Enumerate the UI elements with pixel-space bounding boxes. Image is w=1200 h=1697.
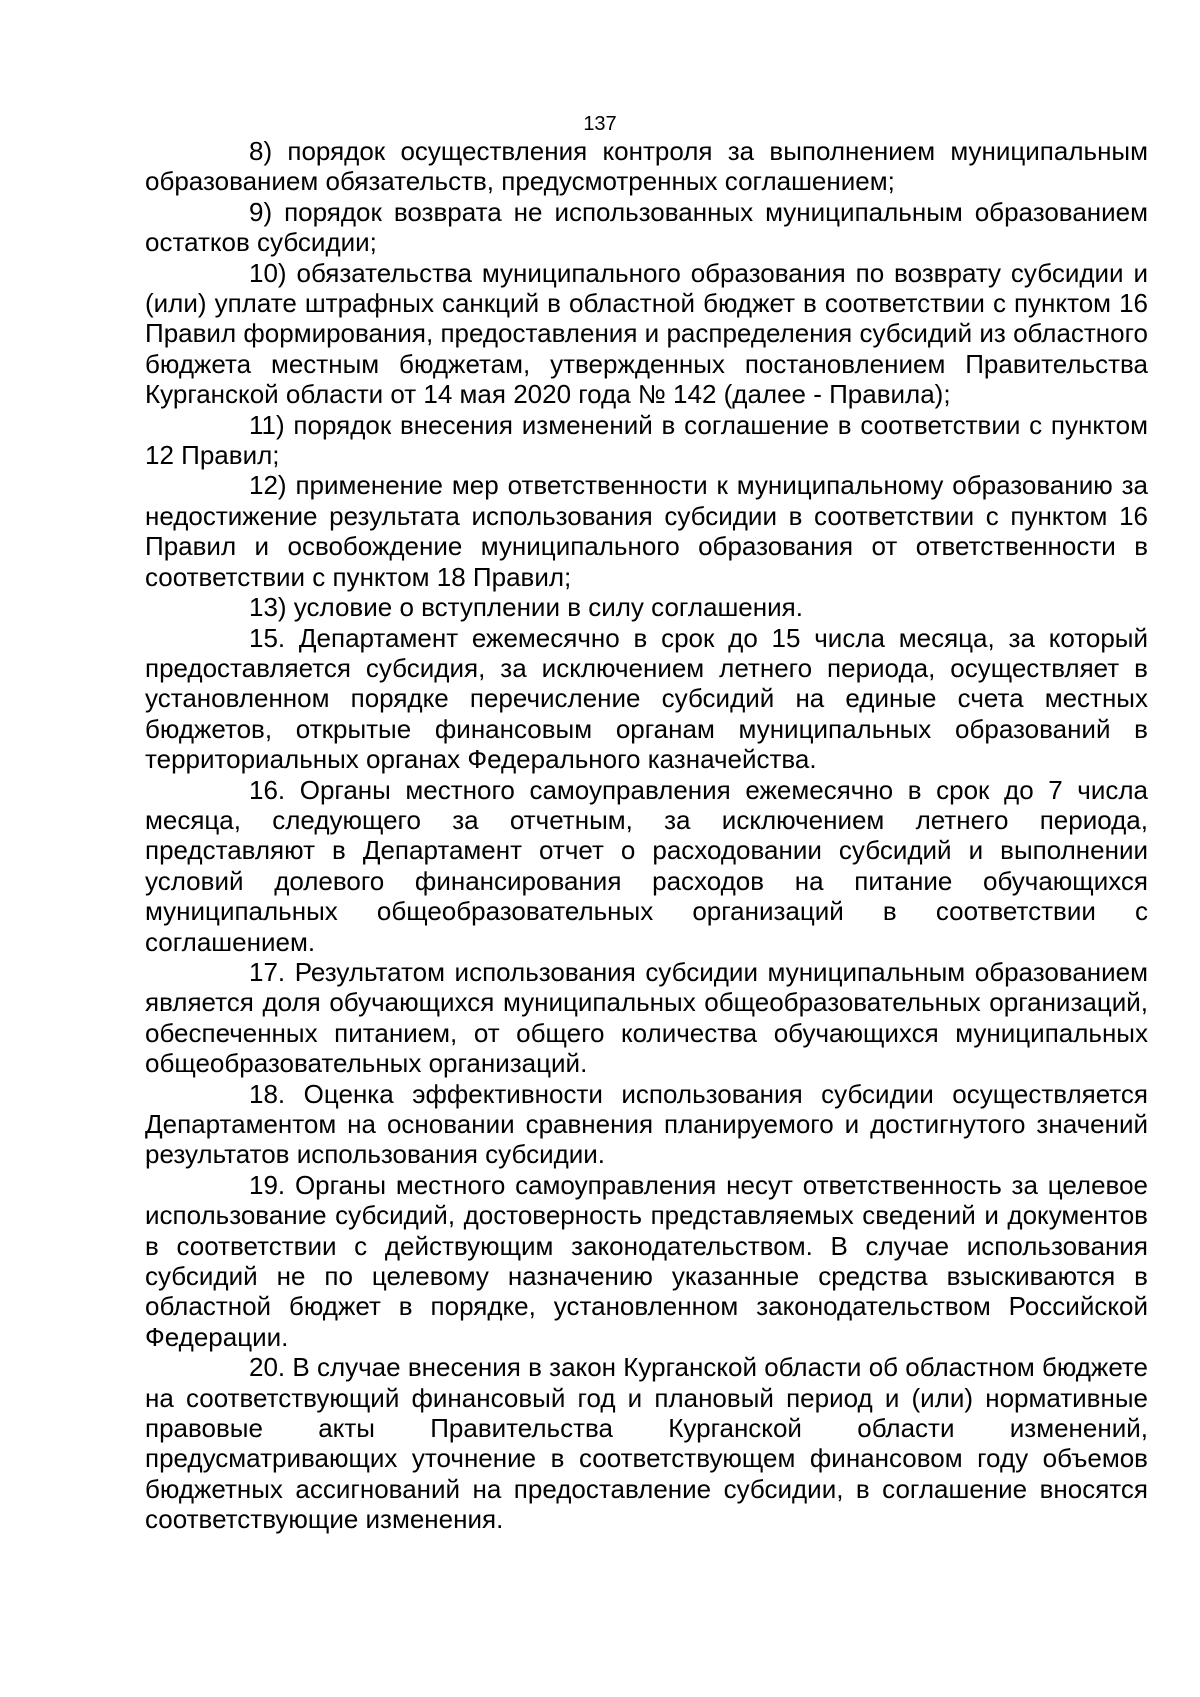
page-number: 137 bbox=[583, 113, 617, 135]
paragraph-item-13: 13) условие о вступлении в силу соглашения. bbox=[249, 592, 803, 623]
paragraph-item-11: 11) порядок внесения изменений в соглашение в соответствии с пунктом 12 Правил; bbox=[145, 409, 1148, 471]
document-body bbox=[145, 136, 1148, 1535]
paragraph-clause-20: 20. В случае внесения в закон Курганской области об областном бюджете на соответствующий финансовый год и плановый период и (или) нормативные правовые акты Правительства Курганской области изменений, предусматривающих уточнение в соответствующем финансовом году объемов бюджетных ассигнований на предоставление субсидии, в соглашение вносятся соответствующие изменения. bbox=[145, 1352, 1148, 1535]
paragraph-clause-19: 19. Органы местного самоуправления несут ответственность за целевое использование субсидий, достоверность представляемых сведений и документов в соответствии с действующим законодательством. В случае использования субсидий не по целевому назначению указанные средства взыскиваются в областной бюджет в порядке, установленном законодательством Российской Федерации. bbox=[145, 1169, 1148, 1352]
paragraph-item-8: 8) порядок осуществления контроля за выполнением муниципальным образованием обязательств, предусмотренных соглашением; bbox=[145, 136, 1148, 197]
paragraph-item-10: 10) обязательства муниципального образования по возврату субсидии и (или) уплате штрафных санкций в областной бюджет в соответствии с пунктом 16 Правил формирования, предоставления и распределения субсидий из областного бюджета местным бюджетам, утвержденных постановлением Правительства Курганской области от 14 мая 2020 года № 142 (далее - Правила); bbox=[145, 257, 1148, 410]
paragraph-clause-18: 18. Оценка эффективности использования субсидии осуществляется Департаментом на основании сравнения планируемого и достигнутого значений результатов использования субсидии. bbox=[145, 1078, 1148, 1170]
paragraph-clause-17: 17. Результатом использования субсидии муниципальным образованием является доля обучающихся муниципальных общеобразовательных организаций, обеспеченных питанием, от общего количества обучающихся муниципальных общеобразовательных организаций. bbox=[145, 956, 1148, 1079]
paragraph-clause-16: 16. Органы местного самоуправления ежемесячно в срок до 7 числа месяца, следующего за отчетным, за исключением летнего периода, представляют в Департамент отчет о расходовании субсидий и выполнении условий долевого финансирования расходов на питание обучающихся муниципальных общеобразовательных организаций в соответствии с соглашением. bbox=[145, 774, 1148, 957]
paragraph-item-12: 12) применение мер ответственности к муниципальному образованию за недостижение результата использования субсидии в соответствии с пунктом 16 Правил и освобождение муниципального образования от ответственности в соответствии с пунктом 18 Правил; bbox=[145, 470, 1148, 592]
paragraph-item-9: 9) порядок возврата не использованных муниципальным образованием остатков субсидии; bbox=[145, 196, 1148, 258]
paragraph-clause-15: 15. Департамент ежемесячно в срок до 15 числа месяца, за который предоставляется субсидия, за исключением летнего периода, осуществляет в установленном порядке перечисление субсидий на единые счета местных бюджетов, открытые финансовым органам муниципальных образований в территориальных органах Федерального казначейства. bbox=[145, 622, 1148, 775]
